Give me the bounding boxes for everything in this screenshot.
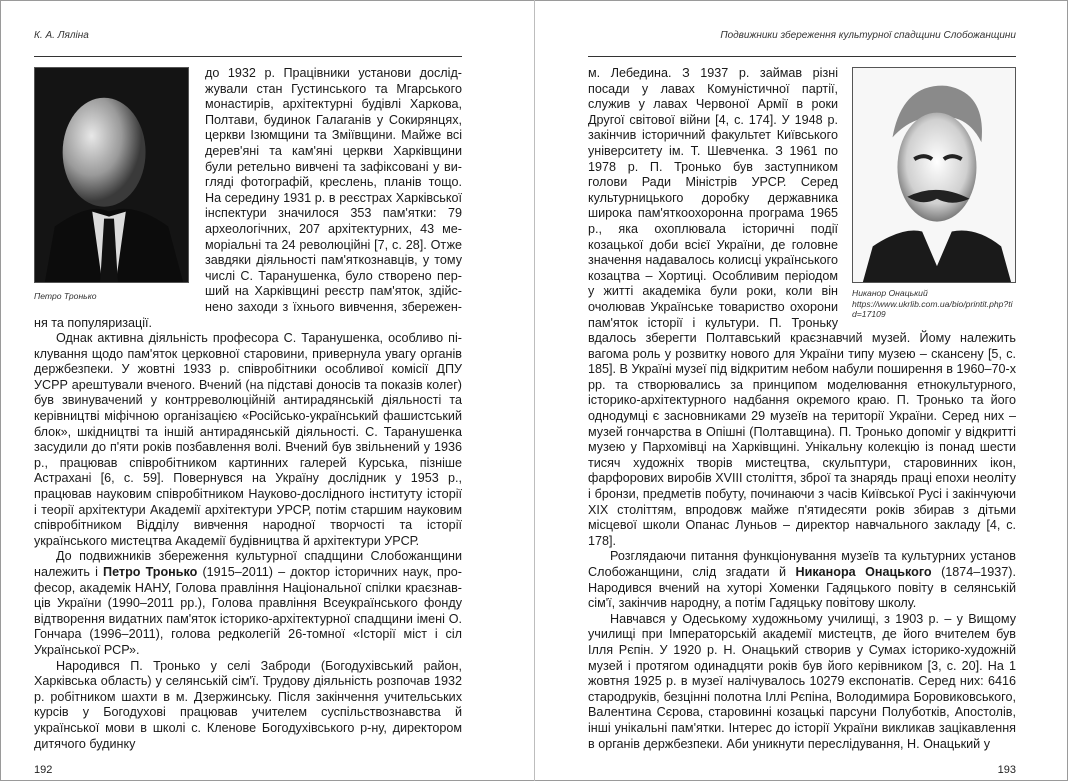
figure-caption [852, 288, 1016, 320]
page-spine [534, 0, 535, 781]
paragraph: до 1932 р. Працівники установи досліджували стан Густинського та Мгарського монастирів, архітектурні будівлі Харкова, Полтави, будинок Галаганів у Сокирянцях, церкви Ізюмщини та Зміївщини. Майже всі дерев'яні та кам'яні церкви Харківщини були ретельно вивчені та зафіксовані у вигляді фотографій, креслень, планів тощо. На середину 1931 р. в реєстрах Харківської інспектури значилося 353 пам'ятки: 79 археологічних, 207 архітектурних, 43 меморіальні та 24 революційні [7, с. 28]. Отже завдяки діяльності пам'яткознавців, у тому числі С. Таранушенка, було створено перший на Харківщині реєстр пам'яток, здійснено заходи з їхнього вивчення, збереження та популяризації. [34, 66, 462, 330]
left-page-body [34, 66, 462, 752]
bold-name: Никанора Онацького [795, 565, 932, 579]
figure-caption: Петро Тронько [34, 291, 97, 301]
paragraph [34, 549, 462, 658]
paragraph: Однак активна діяльність професора С. Таранушенка, особливо піклування щодо пам'яток церковної старовини, привернула увагу органів держбезпеки. У жовтні 1933 р. співробітники особливої комісії ДПУ УСРР арештували вченого. Вчений (на підставі доносів та показів колег) був звинувачений у контрреволюційній антирадянській діяльності та керівництві міфічною організацією «Російсько-український фашистський блок», шкідництві та іншій антирадянській діяльності. С. Таранушенка засудили до п'яти років позбавлення волі. Вчений був звільнений у 1936 р., працював співробітником картинних галерей Курська, пізніше Астрахані [6, с. 59]. Повернувся на Україну дослідник у 1953 р., працював науковим співробітником Науково-дослідного інституту історії і теорії архітектури Академії архітектури УРСР, потім старшим науковим співробітником Відділу вивчення народної творчості та історії українського мистецтва Академії будівництва й архітектури УРСР. [34, 331, 462, 548]
paragraph: Навчався у Одеському художньому училищі, з 1903 р. – у Вищому училищі при Імператорській академії мистецтв, де його вчителем був Ілля Рєпін. У 1920 р. Н. Онацький створив у Сумах історико-художній музей і протягом одинадцяти років був його керівником [3, с. 20]. На 1 жовтня 1925 р. в музеї налічувалось 10279 експонатів. Серед них: 6416 стародруків, безцінні полотна Іллі Рєпіна, Володимира Боровиковського, Валентина Сєрова, старовинні козацькі парсуни Полуботків, Апостолів, інші унікальні пам'ятки. Інтерес до історії України викликав зацікавлення в органів держбезпеки. Аби уникнути переслідування, Н. Онацький у [588, 611, 1016, 751]
right-page [588, 0, 1016, 777]
figure-nykanor-onatskyi [852, 67, 1016, 320]
header-rule [34, 56, 462, 57]
figure-petro-tronko [34, 67, 189, 308]
page-header [34, 0, 462, 66]
page-header [588, 0, 1016, 66]
text: Розглядаючи питання функціонування музеїв та культурних установ Слобожанщини, слід згадати й [588, 549, 1016, 579]
caption-name: Никанор Онацький [852, 288, 928, 298]
caption-source-url: https://www.ukrlib.com.ua/bio/printit.php?tid=17109 [852, 298, 1013, 319]
page-number: 193 [997, 764, 1016, 777]
text: (1915–2011) – доктор історичних наук, професор, академік НАНУ, Голова правління Національної спілки краєзнавців України (1990–2011 рр.), Голова правління Всеукраїнського фонду відтворення видатних пам'яток історико-архітектурної спадщини імені О. Гончара (1996–2011), голова редколегій 26-томної «Історії міст і сіл Української РСР». [34, 565, 462, 657]
paragraph: Народився П. Тронько у селі Заброди (Богодухівський район, Харківська область) у селянській сім'ї. Трудову діяльність розпочав 1932 р. робітником шахти в м. Дзержинську. Після закінчення учительських курсів у Богодухові працював учителем суспільствознавства й української мови в школі с. Кленове Богодухівського р-ну, директором дитячого будинку [34, 658, 462, 751]
text: (1874–1937). Народився вчений на хуторі Хоменки Гадяцького повіту в селянській сім'ї, закінчив народну, а потім Гадяцьку повітову школу. [588, 565, 1016, 611]
paragraph: м. Лебедина. З 1937 р. займав різні посади у лавах Комуністичної партії, служив у лавах Червоної Армії в роки Другої світової війни [4, с. 174]. У 1948 р. закінчив історичний факультет Київського університету ім. Т. Шевченка. З 1961 по 1978 р. П. Тронько був заступником голови Ради Міністрів УРСР. Серед культурницького доробку державника широка пам'яткоохоронна програма 1965 р., яка охоплювала історичні події козацької доби всієї України, де головне значення надавалось колисці українського козацтва – Хортиці. Особливим періодом у житті академіка були роки, коли він очолював Українське товариство охорони пам'яток історії і культури. П. Троньку вдалось зберегти Полтавський краєзнавчий музей. Йому належить вагома роль у розвитку нового для України типу музею – скансену [5, с. 185]. В Україні музеї під відкритим небом набули поширення в 1960–70-х рр. та створювались за принципом моделювання етнокультурного, історико-архітектурного надбання окремого краю. П. Тронько та його однодумці є засновниками 29 музеїв на території України. Серед них – музей гончарства в Опішні (Полтавщина). П. Тронько допоміг у відкритті музею у Пархомівці на Харківщині. Унікальну колекцію із понад шести тисяч художніх творів мистецтва, скульптури, старовинних ікон, фарфорових виробів XVIII століття, зброї та знарядь праці епохи неоліту і бронзи, предметів побуту, починаючи з часів Київської Русі і закінчуючи XIX століттям, впродовж майже п'ятидесяти років збирав з дітьми місцевої школи Опанас Луньов – директор навчального закладу [4, с. 178]. [588, 66, 1016, 548]
portrait-photo-petro-tronko [34, 67, 189, 283]
left-page [34, 0, 462, 777]
running-head-title: Подвижники збереження культурної спадщини Слобожанщини [720, 30, 1016, 41]
text: До подвижників збереження культурної спадщини Слобожанщини належить і [34, 549, 462, 579]
bold-name: Петро Тронько [103, 565, 198, 579]
running-head-author: К. А. Ляліна [34, 30, 89, 41]
header-rule [588, 56, 1016, 57]
page-number: 192 [34, 764, 53, 777]
right-page-body [588, 66, 1016, 752]
portrait-photo-nykanor-onatskyi [852, 67, 1016, 283]
paragraph [588, 549, 1016, 611]
